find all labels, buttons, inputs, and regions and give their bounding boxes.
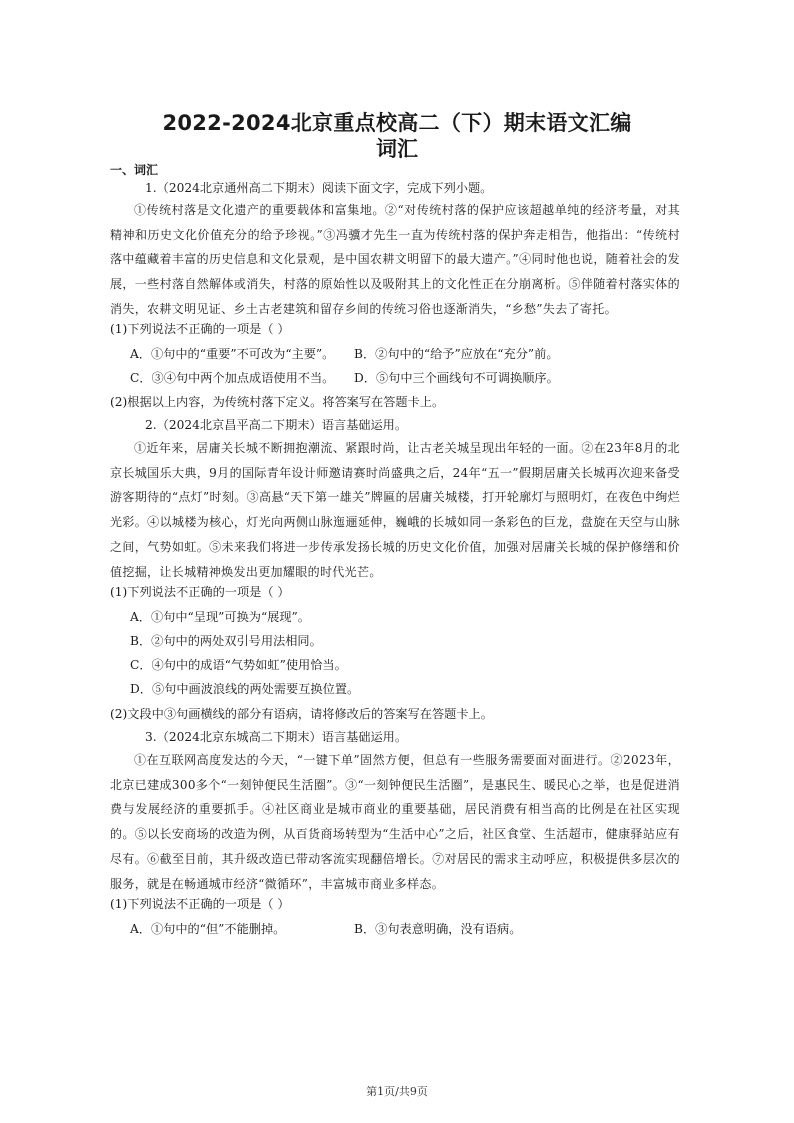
- question-3-option-a: A．①句中的“但”不能删掉。: [130, 922, 286, 936]
- question-1-option-c: C．③④句中两个加点成语使用不当。: [130, 371, 335, 385]
- question-2-option-b: B．②句中的两处双引号用法相同。: [130, 634, 322, 648]
- document-subtitle: 词汇: [376, 137, 418, 161]
- question-1-passage: ①传统村落是文化遗产的重要载体和富集地。②“对传统村落的保护应该超越单纯的经济考量，对其精神和历史文化价值充分的给予珍视。”③冯骥才先生一直为传统村落的保护奔走相告，他指出：“传统村落中蕴藏着丰富的历史信息和文化景观，是中国农耕文明留下的最大遗产。”④同时他也说，随着社会的发展，一些村落自然解体或消失，村落的原始性以及吸附其上的文化性正在分崩离析。⑤伴随着村落实体的消失，农耕文明见证、乡土古老建筑和留存乡间的传统习俗也逐渐消失，“乡愁”失去了寄托。: [110, 203, 680, 316]
- question-2-header: 2.（2024北京昌平高二下期末）语言基础运用。: [145, 418, 408, 432]
- question-2-passage: ①近年来，居庸关长城不断拥抱潮流、紧跟时尚，让古老关城呈现出年轻的一面。②在23年8月的北京长城国乐大典，9月的国际青年设计师邀请赛时尚盛典之后，24年“五一”假期居庸关长城再次迎来备受游客期待的“点灯”时刻。③高悬“天下第一雄关”牌匾的居庸关城楼，打开轮廓灯与照明灯，在夜色中绚烂光彩。④以城楼为核心，灯光向两侧山脉迤逦延伸，巍峨的长城如同一条彩色的巨龙，盘旋在天空与山脉之间，气势如虹。⑤未来我们将进一步传承发扬长城的历史文化价值，加强对居庸关长城的保护修缮和价值挖掘，让长城精神焕发出更加耀眼的时代光芒。: [110, 441, 680, 579]
- document-title: 2022-2024北京重点校高二（下）期末语文汇编: [162, 111, 632, 135]
- page-number: 第1页/共9页: [366, 1085, 428, 1098]
- question-1-header: 1.（2024北京通州高二下期末）阅读下面文字，完成下列小题。: [145, 181, 493, 195]
- question-2-sub-1: (1)下列说法不正确的一项是（ ）: [110, 585, 290, 599]
- question-2-sub-2: (2)文段中③句画横线的部分有语病，请将修改后的答案写在答题卡上。: [110, 707, 493, 721]
- question-1-sub-2: (2)根据以上内容，为传统村落下定义。将答案写在答题卡上。: [110, 395, 445, 409]
- question-3-option-b: B．③句表意明确，没有语病。: [354, 922, 522, 936]
- question-3-sub-1: (1)下列说法不正确的一项是（ ）: [110, 897, 290, 911]
- question-2-option-d: D．⑤句中画波浪线的两处需要互换位置。: [130, 682, 360, 696]
- question-3-header: 3.（2024北京东城高二下期末）语言基础运用。: [145, 730, 408, 744]
- question-2-option-a: A．①句中“呈现”可换为“展现”。: [130, 610, 310, 624]
- question-1-option-d: D．⑤句中三个画线句不可调换顺序。: [354, 371, 559, 385]
- section-heading: 一、词汇: [110, 163, 159, 177]
- question-2-option-c: C．④句中的成语“气势如虹”使用恰当。: [130, 658, 347, 672]
- question-3-passage: ①在互联网高度发达的今天，“一键下单”固然方便，但总有一些服务需要面对面进行。②2023年，北京已建成300多个“一刻钟便民生活圈”。③“一刻钟便民生活圈”，是惠民生、暖民心之举，也是促进消费与发展经济的重要抓手。④社区商业是城市商业的重要基础，居民消费有相当高的比例是在社区实现的。⑤以长安商场的改造为例，从百货商场转型为“生活中心”之后，社区食堂、生活超市，健康驿站应有尽有。⑥截至目前，其升级改造已带动客流实现翻倍增长。⑦对居民的需求主动呼应，积极提供多层次的服务，就是在畅通城市经济“微循环”，丰富城市商业多样态。: [110, 753, 680, 891]
- question-1-option-b: B．②句中的“给予”应放在“充分”前。: [354, 347, 559, 361]
- question-1-option-a: A．①句中的“重要”不可改为“主要”。: [130, 347, 335, 361]
- question-1-sub-1: (1)下列说法不正确的一项是（ ）: [110, 322, 290, 336]
